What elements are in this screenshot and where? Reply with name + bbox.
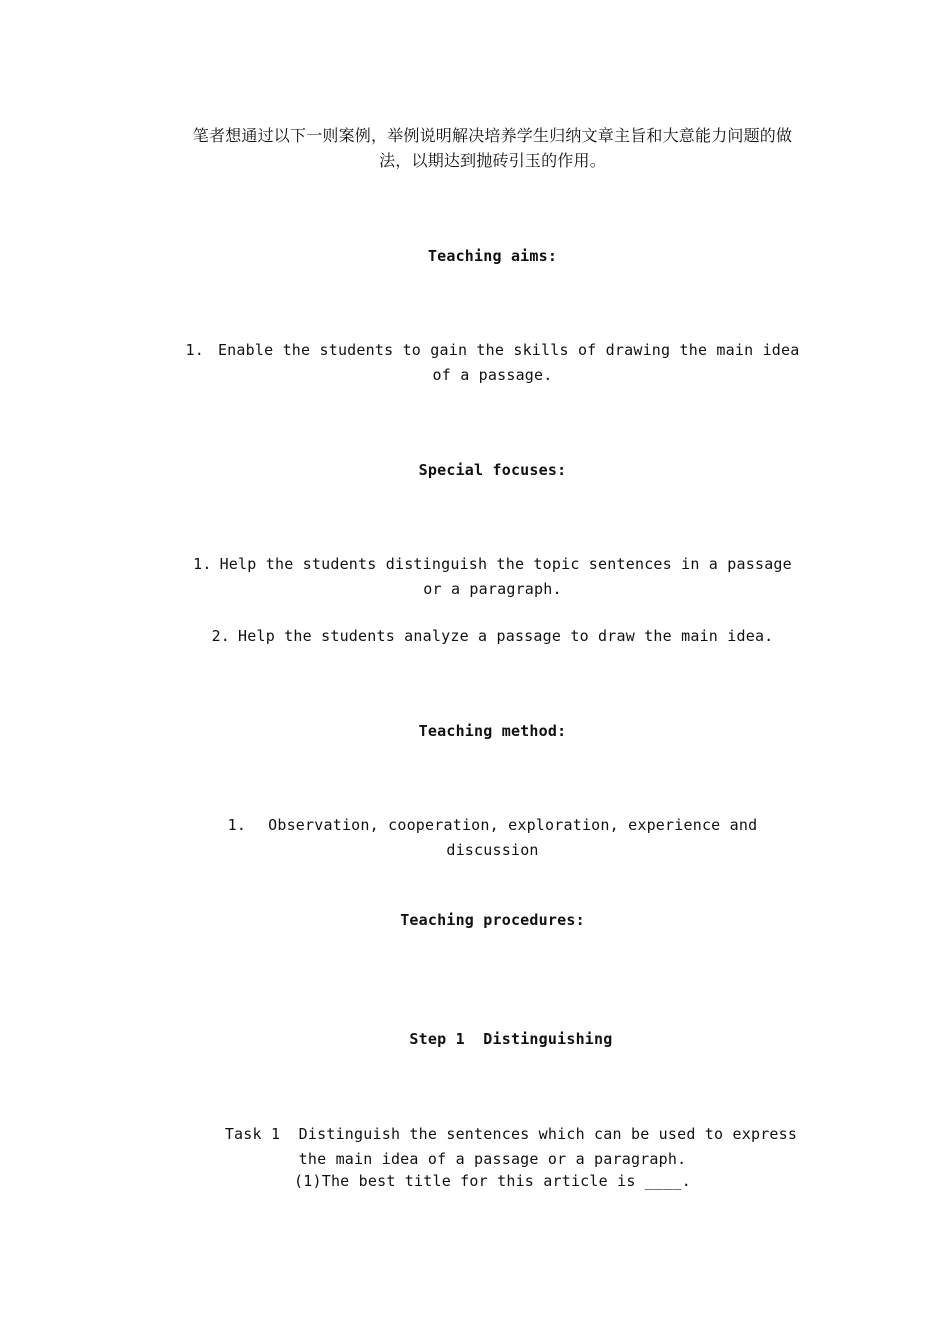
item-number: 2. xyxy=(211,627,231,645)
task-1-paragraph: Task 1 Distinguish the sentences which can be used to express the main idea of a passage or a paragraph. xyxy=(224,1125,807,1168)
special-focuses-item-2 xyxy=(180,624,805,649)
teaching-aims-heading: Teaching aims: xyxy=(427,247,558,265)
teaching-procedures-heading: Teaching procedures: xyxy=(400,911,585,929)
special-focuses-heading: Special focuses: xyxy=(418,461,567,479)
step-1-heading: Step 1 Distinguishing xyxy=(409,1030,613,1048)
item-text: Help the students distinguish the topic sentences in a passage or a paragraph. xyxy=(219,555,792,598)
item-number: 1. xyxy=(193,555,212,573)
item-text: Enable the students to gain the skills of drawing the main idea of a passage. xyxy=(217,341,800,384)
special-focuses-item-1 xyxy=(180,552,805,602)
item-number: 1. xyxy=(185,341,204,359)
item-text: Help the students analyze a passage to draw the main idea. xyxy=(238,627,774,645)
teaching-aims-item-1 xyxy=(180,338,805,388)
intro-text: 笔者想通过以下一则案例，举例说明解决培养学生归纳文章主旨和大意能力问题的做法，以期达到抛砖引玉的作用。 xyxy=(192,126,793,170)
teaching-method-item-1 xyxy=(180,813,805,863)
question-1: (1)The best title for this article is ____. xyxy=(294,1172,691,1190)
item-number: 1. xyxy=(227,816,247,834)
item-text: Observation, cooperation, exploration, experience and discussion xyxy=(268,816,758,859)
teaching-method-heading: Teaching method: xyxy=(418,722,567,740)
intro-paragraph xyxy=(180,123,805,173)
